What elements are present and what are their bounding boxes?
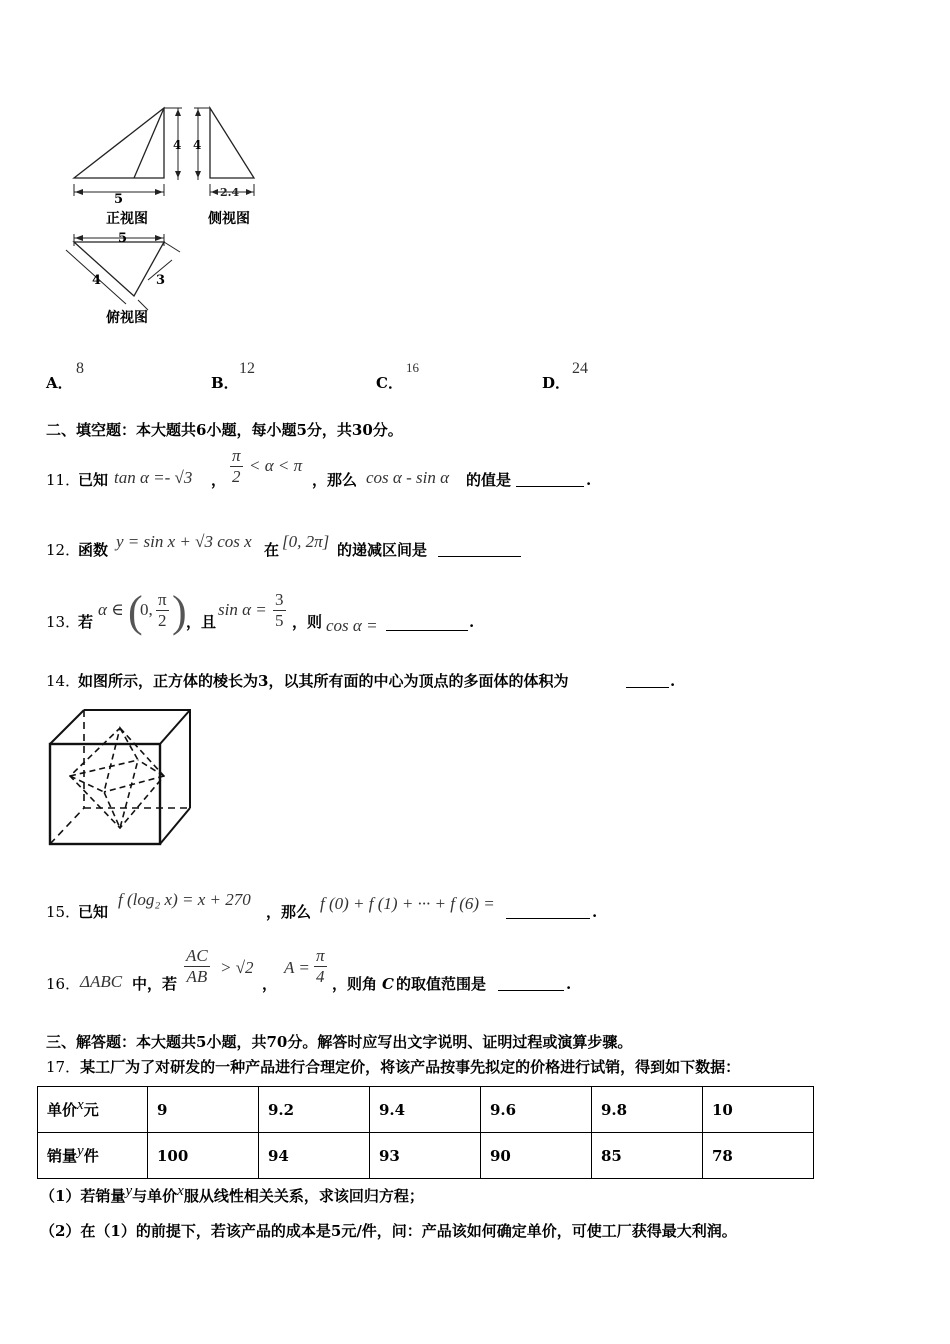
sales-cell: 93: [370, 1133, 481, 1179]
q14-answer-blank[interactable]: [626, 673, 669, 688]
question-16: 16． ΔABC 中，若 $\frac{AC}{AB}$ > √2 ， A = $\frac{\pi}{4}$ ，则角 C 的取值范围是 .: [46, 946, 572, 993]
q12-answer-blank[interactable]: [438, 542, 521, 557]
q16-answer-blank[interactable]: [498, 976, 564, 991]
question-17-stem: 17．某工厂为了对研发的一种产品进行合理定价，将该产品按事先拟定的价格进行试销，得到如下数据：: [46, 1058, 741, 1076]
front-height-label: 4: [173, 138, 182, 152]
q12-interval: [0, 2π]: [282, 532, 330, 551]
q11-fraction: $\frac{\pi}{2}$: [232, 446, 241, 486]
top-width-label: 5: [118, 231, 128, 246]
question-14: 14． 如图所示，正方体的棱长为3，以其所有面的中心为顶点的多面体的体积为 .: [46, 672, 676, 690]
price-header: 单价x元: [38, 1087, 148, 1133]
side-view-label: 侧视图: [208, 211, 250, 227]
front-view-triangle: [74, 108, 164, 178]
sales-cell: 90: [481, 1133, 592, 1179]
q12-function-expr: y = sin x + √3 cos x: [116, 532, 252, 551]
section-2-heading: 二、填空题：本大题共6小题，每小题5分，共30分。: [46, 421, 403, 439]
q13-interval-fraction: $\frac{\pi}{2}$: [158, 590, 167, 630]
section-3-heading: 三、解答题：本大题共5小题，共70分。解答时应写出文字说明、证明过程或演算步骤。: [46, 1033, 633, 1051]
table-row-sales: [38, 1133, 814, 1179]
side-view-triangle: [210, 108, 254, 178]
price-sales-table: [37, 1086, 814, 1179]
sales-cell: 85: [592, 1133, 703, 1179]
q15-sum-expr: f (0) + f (1) + ··· + f (6) =: [320, 894, 495, 913]
sales-header: 销量y件: [38, 1133, 148, 1179]
q11-answer-blank[interactable]: [516, 472, 584, 487]
price-cell: 10: [703, 1087, 814, 1133]
front-view-label: 正视图: [106, 211, 148, 227]
price-cell: 9.6: [481, 1087, 592, 1133]
sales-cell: 100: [148, 1133, 259, 1179]
q15-answer-blank[interactable]: [506, 904, 590, 919]
q11-target-expr: cos α - sin α: [366, 468, 450, 487]
front-width-label: 5: [114, 192, 124, 207]
q13-answer-blank[interactable]: [386, 616, 468, 631]
question-17-part-1: （1）若销量y与单价x服从线性相关关系，求该回归方程；: [40, 1183, 424, 1205]
side-height-label: 4: [193, 138, 202, 152]
sales-cell: 94: [259, 1133, 370, 1179]
table-row-price: [38, 1087, 814, 1133]
question-11: 11． 已知 tan α =- √3 ， $\frac{\pi}{2}$ < α < π ，那么 cos α - sin α 的值是 .: [46, 446, 592, 489]
top-view-label: 俯视图: [106, 310, 148, 326]
answer-choices: A． 8 B． 12 C． 16 D． 24: [46, 360, 588, 392]
three-view-figure: [60, 100, 270, 335]
question-17-part-2: （2）在（1）的前提下，若该产品的成本是5元/件，问：产品该如何确定单价，可使工厂获得最大利润。: [40, 1222, 737, 1240]
question-12: 12． 函数 y = sin x + √3 cos x 在 [0, 2π] 的递减区间是: [46, 528, 906, 558]
price-cell: 9.2: [259, 1087, 370, 1133]
top-right-edge-label: 3: [156, 273, 166, 288]
sales-cell: 78: [703, 1133, 814, 1179]
cube-octahedron-figure: [44, 704, 196, 848]
q13-sin-fraction: $\frac{3}{5}$: [275, 590, 284, 630]
q15-function-expr: f (log₂ x) = x + 270: [118, 890, 251, 909]
price-cell: 9.8: [592, 1087, 703, 1133]
q11-tan-expr: tan α =- √3: [114, 468, 193, 487]
top-left-edge-label: 4: [92, 273, 102, 288]
q16-angle-fraction: $\frac{\pi}{4}$: [316, 946, 325, 986]
side-width-label: 2.4: [220, 186, 240, 199]
price-cell: 9: [148, 1087, 259, 1133]
question-15: 15． 已知 f (log₂ x) = x + 270 ，那么 f (0) + f (1) + ··· + f (6) = .: [46, 890, 598, 921]
question-13: 13． 若 α ∈ ( 0, $\frac{\pi}{2}$ ) ，且 sin α = $\frac{3}{5}$ ，则 cos α = .: [46, 587, 475, 636]
q16-ratio-fraction: $\frac{AC}{AB}$: [186, 946, 208, 986]
price-cell: 9.4: [370, 1087, 481, 1133]
